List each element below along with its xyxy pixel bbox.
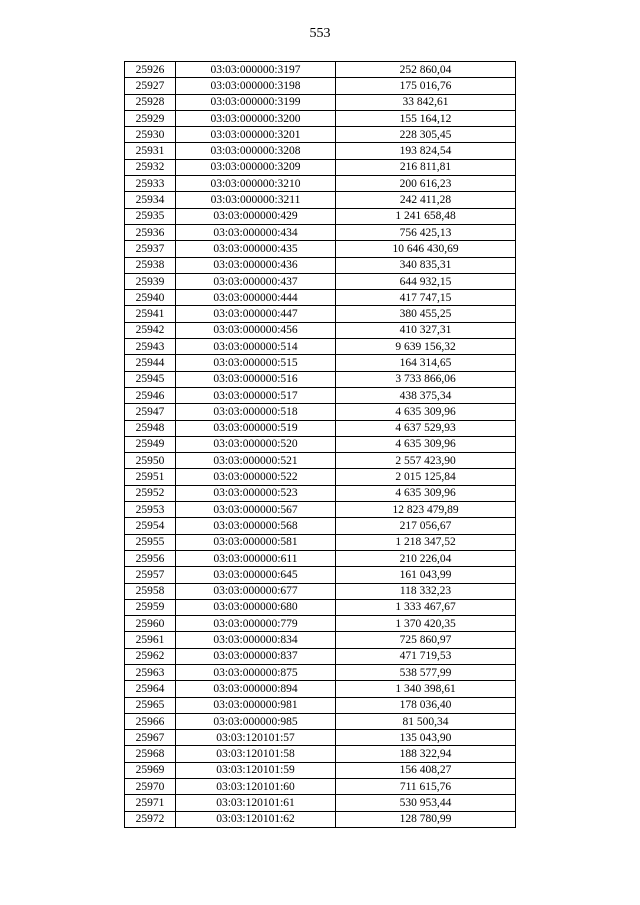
cadastral-number-cell: 03:03:000000:894 (176, 681, 336, 697)
cadastral-value-cell: 1 218 347,52 (336, 534, 516, 550)
cadastral-number-cell: 03:03:000000:518 (176, 404, 336, 420)
cadastral-value-cell: 4 637 529,93 (336, 420, 516, 436)
table-row (125, 518, 516, 534)
row-number-cell: 25928 (125, 94, 176, 110)
row-number-cell: 25959 (125, 599, 176, 615)
cadastral-value-cell: 471 719,53 (336, 648, 516, 664)
row-number-cell: 25949 (125, 436, 176, 452)
row-number-cell: 25963 (125, 664, 176, 680)
cadastral-value-cell: 2 015 125,84 (336, 469, 516, 485)
row-number-cell: 25945 (125, 371, 176, 387)
cadastral-number-cell: 03:03:000000:3211 (176, 192, 336, 208)
cadastral-value-cell: 711 615,76 (336, 779, 516, 795)
cadastral-value-cell: 210 226,04 (336, 550, 516, 566)
page-number: 553 (309, 26, 331, 41)
row-number-cell: 25969 (125, 762, 176, 778)
table-row (125, 779, 516, 795)
cadastral-value-cell: 252 860,04 (336, 62, 516, 78)
row-number-cell: 25951 (125, 469, 176, 485)
cadastral-number-cell: 03:03:000000:437 (176, 273, 336, 289)
row-number-cell: 25960 (125, 616, 176, 632)
cadastral-value-cell: 242 411,28 (336, 192, 516, 208)
cadastral-value-cell: 217 056,67 (336, 518, 516, 534)
table-row (125, 762, 516, 778)
table-row (125, 567, 516, 583)
cadastral-value-cell: 1 333 467,67 (336, 599, 516, 615)
cadastral-number-cell: 03:03:000000:3208 (176, 143, 336, 159)
table-row (125, 62, 516, 78)
cadastral-value-cell: 161 043,99 (336, 567, 516, 583)
table-row (125, 224, 516, 240)
row-number-cell: 25931 (125, 143, 176, 159)
cadastral-value-cell: 1 370 420,35 (336, 616, 516, 632)
table-row (125, 110, 516, 126)
cadastral-value-cell: 538 577,99 (336, 664, 516, 680)
cadastral-value-cell: 188 322,94 (336, 746, 516, 762)
cadastral-value-cell: 228 305,45 (336, 127, 516, 143)
cadastral-value-cell: 200 616,23 (336, 176, 516, 192)
cadastral-value-cell: 725 860,97 (336, 632, 516, 648)
cadastral-number-cell: 03:03:000000:523 (176, 485, 336, 501)
cadastral-number-cell: 03:03:000000:447 (176, 306, 336, 322)
row-number-cell: 25939 (125, 273, 176, 289)
table-row (125, 485, 516, 501)
cadastral-value-cell: 756 425,13 (336, 224, 516, 240)
table-row (125, 78, 516, 94)
table-row (125, 371, 516, 387)
row-number-cell: 25933 (125, 176, 176, 192)
cadastral-number-cell: 03:03:120101:59 (176, 762, 336, 778)
table-row (125, 404, 516, 420)
cadastral-value-cell: 340 835,31 (336, 257, 516, 273)
cadastral-number-cell: 03:03:120101:60 (176, 779, 336, 795)
cadastral-value-table (124, 61, 516, 828)
row-number-cell: 25932 (125, 159, 176, 175)
cadastral-number-cell: 03:03:000000:436 (176, 257, 336, 273)
cadastral-number-cell: 03:03:000000:519 (176, 420, 336, 436)
row-number-cell: 25942 (125, 322, 176, 338)
row-number-cell: 25926 (125, 62, 176, 78)
table-body (125, 62, 516, 828)
cadastral-number-cell: 03:03:000000:3198 (176, 78, 336, 94)
row-number-cell: 25952 (125, 485, 176, 501)
cadastral-value-cell: 128 780,99 (336, 811, 516, 827)
row-number-cell: 25955 (125, 534, 176, 550)
row-number-cell: 25936 (125, 224, 176, 240)
table-row (125, 697, 516, 713)
table-row (125, 94, 516, 110)
table-row (125, 632, 516, 648)
row-number-cell: 25950 (125, 453, 176, 469)
cadastral-value-cell: 417 747,15 (336, 290, 516, 306)
cadastral-value-cell: 155 164,12 (336, 110, 516, 126)
cadastral-number-cell: 03:03:120101:58 (176, 746, 336, 762)
cadastral-value-cell: 1 241 658,48 (336, 208, 516, 224)
row-number-cell: 25972 (125, 811, 176, 827)
row-number-cell: 25964 (125, 681, 176, 697)
table-row (125, 241, 516, 257)
table-row (125, 599, 516, 615)
cadastral-number-cell: 03:03:000000:837 (176, 648, 336, 664)
row-number-cell: 25944 (125, 355, 176, 371)
cadastral-number-cell: 03:03:000000:435 (176, 241, 336, 257)
table-row (125, 746, 516, 762)
cadastral-number-cell: 03:03:000000:3210 (176, 176, 336, 192)
cadastral-value-cell: 530 953,44 (336, 795, 516, 811)
table-row (125, 550, 516, 566)
table-row (125, 273, 516, 289)
cadastral-number-cell: 03:03:000000:444 (176, 290, 336, 306)
table-row (125, 355, 516, 371)
row-number-cell: 25940 (125, 290, 176, 306)
cadastral-number-cell: 03:03:000000:567 (176, 502, 336, 518)
table-row (125, 795, 516, 811)
row-number-cell: 25946 (125, 387, 176, 403)
cadastral-number-cell: 03:03:000000:520 (176, 436, 336, 452)
table-row (125, 469, 516, 485)
row-number-cell: 25971 (125, 795, 176, 811)
cadastral-number-cell: 03:03:000000:981 (176, 697, 336, 713)
cadastral-number-cell: 03:03:000000:834 (176, 632, 336, 648)
cadastral-number-cell: 03:03:000000:3197 (176, 62, 336, 78)
cadastral-value-cell: 164 314,65 (336, 355, 516, 371)
cadastral-number-cell: 03:03:000000:434 (176, 224, 336, 240)
table-row (125, 616, 516, 632)
row-number-cell: 25961 (125, 632, 176, 648)
cadastral-number-cell: 03:03:000000:3209 (176, 159, 336, 175)
cadastral-number-cell: 03:03:000000:521 (176, 453, 336, 469)
cadastral-number-cell: 03:03:000000:515 (176, 355, 336, 371)
table-row (125, 192, 516, 208)
row-number-cell: 25935 (125, 208, 176, 224)
cadastral-number-cell: 03:03:000000:456 (176, 322, 336, 338)
row-number-cell: 25947 (125, 404, 176, 420)
table-row (125, 436, 516, 452)
row-number-cell: 25957 (125, 567, 176, 583)
cadastral-value-cell: 135 043,90 (336, 730, 516, 746)
cadastral-number-cell: 03:03:000000:875 (176, 664, 336, 680)
table-row (125, 208, 516, 224)
row-number-cell: 25927 (125, 78, 176, 94)
cadastral-value-cell: 175 016,76 (336, 78, 516, 94)
cadastral-number-cell: 03:03:120101:57 (176, 730, 336, 746)
table-row (125, 143, 516, 159)
cadastral-value-cell: 1 340 398,61 (336, 681, 516, 697)
cadastral-number-cell: 03:03:000000:516 (176, 371, 336, 387)
cadastral-number-cell: 03:03:000000:611 (176, 550, 336, 566)
cadastral-value-cell: 438 375,34 (336, 387, 516, 403)
cadastral-number-cell: 03:03:000000:645 (176, 567, 336, 583)
table-row (125, 257, 516, 273)
row-number-cell: 25970 (125, 779, 176, 795)
cadastral-number-cell: 03:03:120101:62 (176, 811, 336, 827)
cadastral-value-cell: 644 932,15 (336, 273, 516, 289)
cadastral-value-cell: 410 327,31 (336, 322, 516, 338)
cadastral-value-cell: 118 332,23 (336, 583, 516, 599)
cadastral-value-cell: 193 824,54 (336, 143, 516, 159)
table-row (125, 306, 516, 322)
cadastral-number-cell: 03:03:000000:985 (176, 713, 336, 729)
table-row (125, 502, 516, 518)
cadastral-value-cell: 9 639 156,32 (336, 339, 516, 355)
table-row (125, 159, 516, 175)
table-row (125, 290, 516, 306)
row-number-cell: 25934 (125, 192, 176, 208)
table-row (125, 811, 516, 827)
table-row (125, 583, 516, 599)
cadastral-number-cell: 03:03:000000:568 (176, 518, 336, 534)
cadastral-value-cell: 156 408,27 (336, 762, 516, 778)
table-row (125, 681, 516, 697)
table-row (125, 664, 516, 680)
row-number-cell: 25953 (125, 502, 176, 518)
cadastral-number-cell: 03:03:000000:581 (176, 534, 336, 550)
cadastral-value-cell: 178 036,40 (336, 697, 516, 713)
cadastral-value-cell: 3 733 866,06 (336, 371, 516, 387)
table-row (125, 453, 516, 469)
cadastral-value-cell: 380 455,25 (336, 306, 516, 322)
table-row (125, 127, 516, 143)
cadastral-number-cell: 03:03:000000:3199 (176, 94, 336, 110)
cadastral-number-cell: 03:03:000000:429 (176, 208, 336, 224)
row-number-cell: 25967 (125, 730, 176, 746)
table-row (125, 322, 516, 338)
cadastral-number-cell: 03:03:000000:517 (176, 387, 336, 403)
row-number-cell: 25943 (125, 339, 176, 355)
cadastral-value-cell: 216 811,81 (336, 159, 516, 175)
cadastral-number-cell: 03:03:000000:3201 (176, 127, 336, 143)
cadastral-number-cell: 03:03:000000:3200 (176, 110, 336, 126)
row-number-cell: 25956 (125, 550, 176, 566)
row-number-cell: 25965 (125, 697, 176, 713)
cadastral-number-cell: 03:03:120101:61 (176, 795, 336, 811)
table-row (125, 730, 516, 746)
table-row (125, 339, 516, 355)
cadastral-number-cell: 03:03:000000:514 (176, 339, 336, 355)
row-number-cell: 25954 (125, 518, 176, 534)
row-number-cell: 25941 (125, 306, 176, 322)
cadastral-value-cell: 81 500,34 (336, 713, 516, 729)
row-number-cell: 25938 (125, 257, 176, 273)
cadastral-value-cell: 4 635 309,96 (336, 485, 516, 501)
cadastral-value-cell: 12 823 479,89 (336, 502, 516, 518)
cadastral-value-cell: 2 557 423,90 (336, 453, 516, 469)
cadastral-value-cell: 33 842,61 (336, 94, 516, 110)
cadastral-number-cell: 03:03:000000:522 (176, 469, 336, 485)
cadastral-value-cell: 4 635 309,96 (336, 436, 516, 452)
row-number-cell: 25968 (125, 746, 176, 762)
table-row (125, 387, 516, 403)
row-number-cell: 25962 (125, 648, 176, 664)
cadastral-value-cell: 10 646 430,69 (336, 241, 516, 257)
table-row (125, 176, 516, 192)
row-number-cell: 25929 (125, 110, 176, 126)
table-row (125, 713, 516, 729)
cadastral-number-cell: 03:03:000000:677 (176, 583, 336, 599)
row-number-cell: 25958 (125, 583, 176, 599)
row-number-cell: 25937 (125, 241, 176, 257)
row-number-cell: 25966 (125, 713, 176, 729)
row-number-cell: 25930 (125, 127, 176, 143)
cadastral-number-cell: 03:03:000000:779 (176, 616, 336, 632)
cadastral-value-cell: 4 635 309,96 (336, 404, 516, 420)
cadastral-number-cell: 03:03:000000:680 (176, 599, 336, 615)
row-number-cell: 25948 (125, 420, 176, 436)
table-row (125, 420, 516, 436)
table-row (125, 648, 516, 664)
table-row (125, 534, 516, 550)
